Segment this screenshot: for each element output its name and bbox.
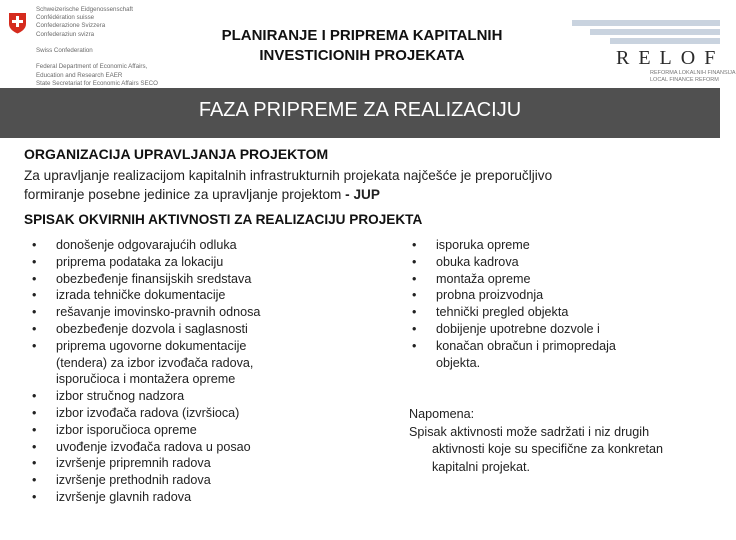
list-item: • izrada tehničke dokumentacije xyxy=(56,287,296,304)
section-paragraph: Za upravljanje realizacijom kapitalnih infrastrukturnih projekata najčešće je preporučljivo formiranje posebne jedinice za upravljanje projektom - JUP xyxy=(24,168,553,202)
swiss-text-line: Confederazione Svizzera xyxy=(36,22,106,30)
relof-logo xyxy=(572,20,736,83)
swiss-confederation-logo xyxy=(6,4,166,87)
page-title xyxy=(188,26,536,66)
swiss-confederation-text xyxy=(36,6,158,88)
relof-subtitle: REFORMA LOKALNIH FINANSIJA LOCAL FINANCE REFORM xyxy=(650,70,736,83)
list-item: • dobijenje upotrebne dozvole i xyxy=(436,321,656,338)
list-item: • montaža opreme xyxy=(436,271,656,288)
swiss-text-line xyxy=(36,39,158,47)
swiss-cross-icon xyxy=(8,12,27,34)
note-block xyxy=(409,406,687,476)
page-title-line-1: PLANIRANJE I PRIPREMA KAPITALNIH xyxy=(221,27,503,44)
activity-list-left xyxy=(56,237,296,506)
list-item: • priprema ugovorne dokumentacije (tendera) za izbor izvođača radova, isporučioca i montažera opreme xyxy=(56,338,296,388)
swiss-text-line xyxy=(36,55,158,63)
section-heading: ORGANIZACIJA UPRAVLJANJA PROJEKTOM xyxy=(24,146,329,162)
list-item: • obezbeđenje finansijskih sredstava xyxy=(56,271,296,288)
list-item: • izvršenje pripremnih radova xyxy=(56,455,296,472)
list-item: • izbor stručnog nadzora xyxy=(56,388,296,405)
list-item: • izvršenje glavnih radova xyxy=(56,489,296,506)
swiss-text-line: State Secretariat for Economic Affairs SECO xyxy=(36,79,158,87)
swiss-text-line: Education and Research EAER xyxy=(36,71,123,79)
swiss-text-line: Confederaziun svizra xyxy=(36,30,95,38)
list-item: • izbor isporučioca opreme xyxy=(56,422,296,439)
swiss-text-line: Schweizerische Eidgenossenschaft xyxy=(36,6,133,13)
jup-label: - JUP xyxy=(345,187,380,202)
list-item: • uvođenje izvođača radova u posao xyxy=(56,439,296,456)
logo-stripe xyxy=(590,29,720,35)
swiss-text-line: Confédération suisse xyxy=(36,14,95,22)
list-item: • obuka kadrova xyxy=(436,254,656,271)
list-item: • izvršenje prethodnih radova xyxy=(56,472,296,489)
note-label: Napomena: xyxy=(409,407,475,421)
list-item: • izbor izvođača radova (izvršioca) xyxy=(56,405,296,422)
phase-banner xyxy=(0,88,720,138)
list-item: • obezbeđenje dozvola i saglasnosti xyxy=(56,321,296,338)
list-item: • rešavanje imovinsko-pravnih odnosa xyxy=(56,304,296,321)
list-item: • konačan obračun i primopredaja objekta. xyxy=(436,338,656,372)
list-item: • tehnički pregled objekta xyxy=(436,304,656,321)
note-body: Spisak aktivnosti može sadržati i niz drugih aktivnosti koje su specifične za konkretan kapitalni projekat. xyxy=(409,424,664,474)
list-item: • isporuka opreme xyxy=(436,237,656,254)
activity-list-right xyxy=(436,237,656,371)
swiss-text-line: Swiss Confederation xyxy=(36,47,93,55)
logo-stripe xyxy=(610,38,720,44)
relof-wordmark: RELOF xyxy=(616,47,725,69)
list-item: • donošenje odgovarajućih odluka xyxy=(56,237,296,254)
list-item: • priprema podataka za lokaciju xyxy=(56,254,296,271)
phase-banner-title: FAZA PRIPREME ZA REALIZACIJU xyxy=(198,99,522,121)
list-item: • probna proizvodnja xyxy=(436,287,656,304)
logo-stripe xyxy=(572,20,720,26)
swiss-text-line: Federal Department of Economic Affairs, xyxy=(36,63,148,71)
activity-list-heading: SPISAK OKVIRNIH AKTIVNOSTI ZA REALIZACIJU PROJEKTA xyxy=(24,212,423,227)
page-title-line-2: INVESTICIONIH PROJEKATA xyxy=(259,47,465,64)
